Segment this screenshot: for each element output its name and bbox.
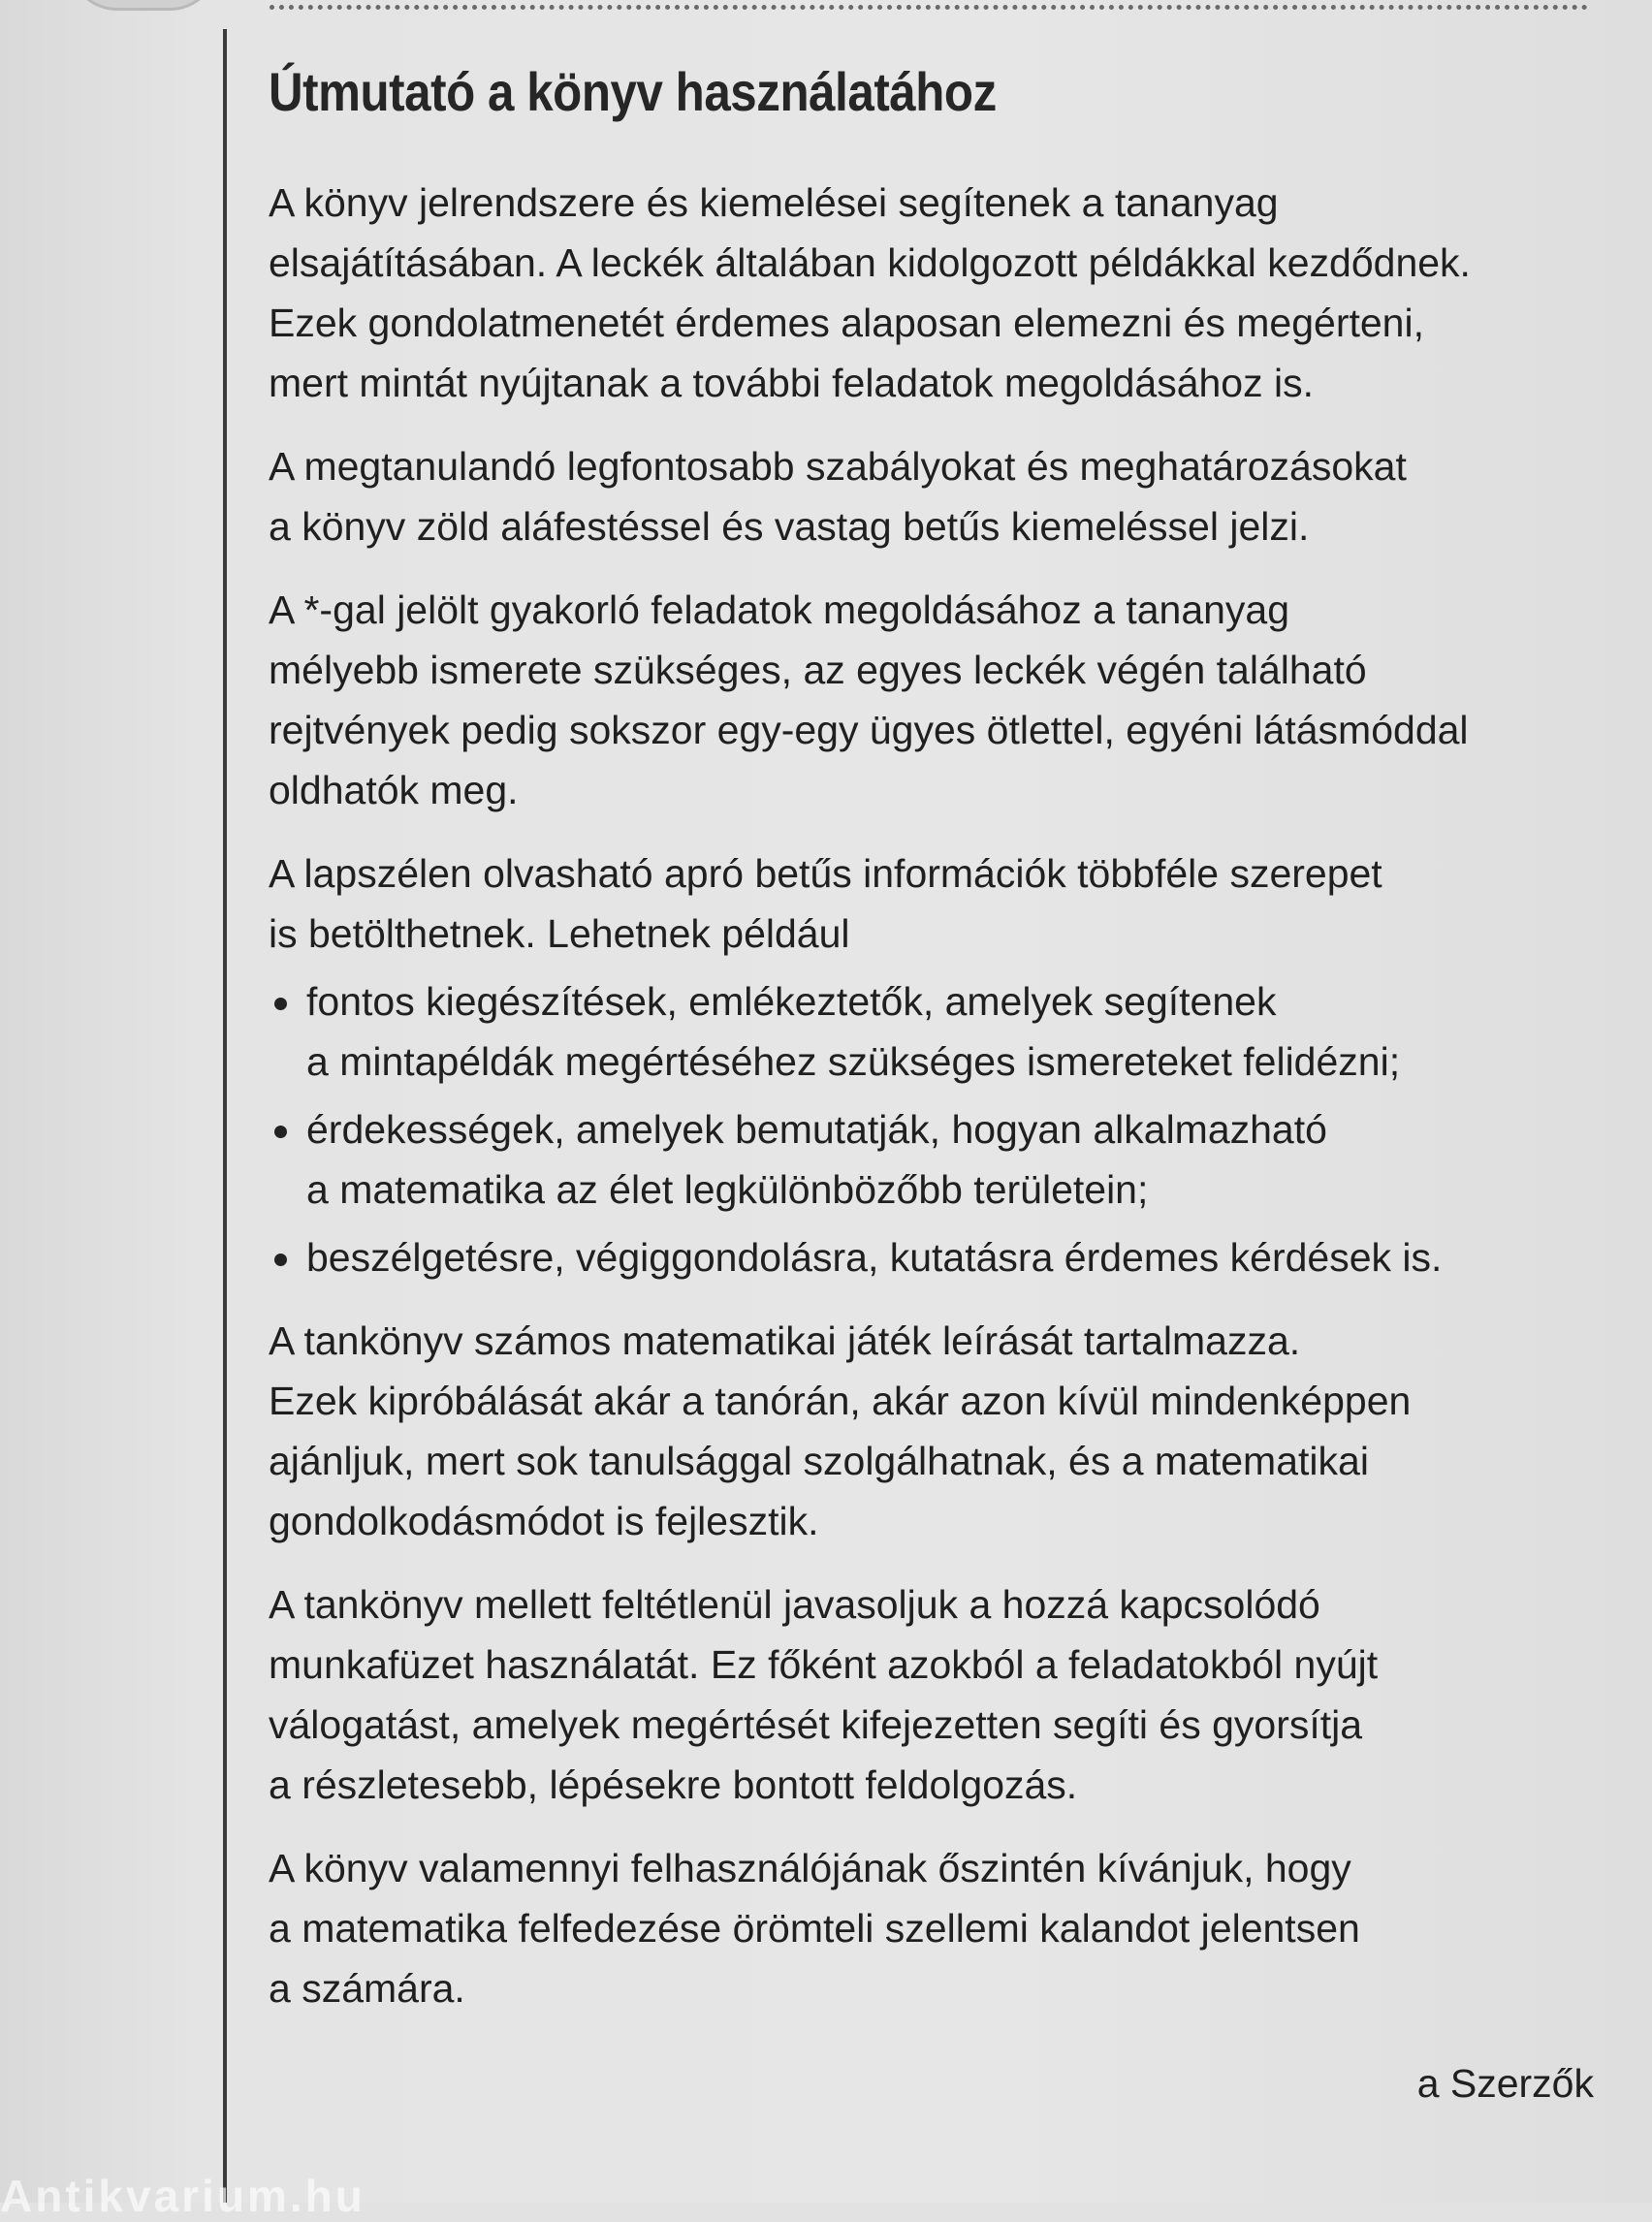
text-line: A megtanulandó legfontosabb szabályokat és meghatározásokat — [269, 444, 1407, 489]
text-line: A lapszélen olvasható apró betűs információk többféle szerepet — [269, 851, 1382, 896]
text-line: válogatást, amelyek megértését kifejezetten segíti és gyorsítja — [269, 1702, 1363, 1747]
bullet-list — [269, 971, 1606, 1287]
page-title: Útmutató a könyv használatához — [269, 61, 997, 122]
text-line: fontos kiegészítések, emlékeztetők, amelyek segítenek — [306, 979, 1277, 1024]
text-line: a részletesebb, lépésekre bontott feldolgozás. — [269, 1762, 1078, 1807]
paragraph-intro — [269, 173, 1606, 413]
text-line: beszélgetésre, végiggondolásra, kutatásra érdemes kérdések is. — [306, 1235, 1443, 1280]
text-line: A könyv jelrendszere és kiemelései segítenek a tananyag — [269, 180, 1279, 225]
paragraph-exercises — [269, 580, 1606, 820]
list-item — [269, 1099, 1606, 1220]
text-line: oldhatók meg. — [269, 768, 519, 812]
paragraph-games — [269, 1311, 1606, 1551]
paragraph-workbook — [269, 1574, 1606, 1815]
list-item — [269, 971, 1606, 1092]
text-line: A tankönyv számos matematikai játék leírását tartalmazza. — [269, 1318, 1301, 1363]
margin-rule — [223, 29, 227, 2203]
paragraph-closing — [269, 1838, 1606, 2018]
text-line: elsajátításában. A leckék általában kidolgozott példákkal kezdődnek. — [269, 240, 1471, 285]
text-line: munkafüzet használatát. Ez főként azokból a feladatokból nyújt — [269, 1642, 1379, 1687]
text-line: a könyv zöld aláfestéssel és vastag betűs kiemeléssel jelzi. — [269, 504, 1310, 549]
bullet-icon — [274, 1254, 287, 1266]
text-line: mert mintát nyújtanak a további feladatok megoldásához is. — [269, 361, 1314, 405]
text-line: a mintapéldák megértéséhez szükséges ismereteket felidézni; — [306, 1039, 1401, 1084]
bullet-icon — [274, 1126, 287, 1138]
text-line: Ezek gondolatmenetét érdemes alaposan elemezni és megérteni, — [269, 301, 1424, 345]
list-item — [269, 1227, 1606, 1287]
text-line: mélyebb ismerete szükséges, az egyes leckék végén található — [269, 648, 1367, 692]
text-line: is betölthetnek. Lehetnek például — [269, 911, 850, 956]
watermark: Antikvarium.hu — [0, 2171, 365, 2221]
dotted-header-rule — [270, 5, 1588, 10]
bullet-icon — [274, 998, 287, 1010]
text-line: A tankönyv mellett feltétlenül javasoljuk a hozzá kapcsolódó — [269, 1582, 1320, 1627]
text-line: A könyv valamennyi felhasználójának őszintén kívánjuk, hogy — [269, 1846, 1351, 1890]
paragraph-rules — [269, 436, 1606, 556]
text-line: érdekességek, amelyek bemutatják, hogyan alkalmazható — [306, 1107, 1327, 1152]
page-content — [269, 58, 1606, 2042]
text-line: a számára. — [269, 1966, 465, 2011]
paragraph-margin-info — [269, 843, 1606, 964]
text-line: Ezek kipróbálását akár a tanórán, akár azon kívül mindenképpen — [269, 1379, 1412, 1423]
text-line: gondolkodásmódot is fejlesztik. — [269, 1499, 819, 1543]
text-line: A *-gal jelölt gyakorló feladatok megoldásához a tananyag — [269, 587, 1290, 632]
signature: a Szerzők — [1416, 2061, 1594, 2106]
text-line: a matematika felfedezése örömteli szellemi kalandot jelentsen — [269, 1906, 1360, 1951]
text-line: ajánljuk, mert sok tanulsággal szolgálhatnak, és a matematikai — [269, 1439, 1369, 1483]
text-line: a matematika az élet legkülönbözőbb területein; — [306, 1167, 1149, 1212]
text-line: rejtvények pedig sokszor egy-egy ügyes ötlettel, egyéni látásmóddal — [269, 708, 1469, 752]
